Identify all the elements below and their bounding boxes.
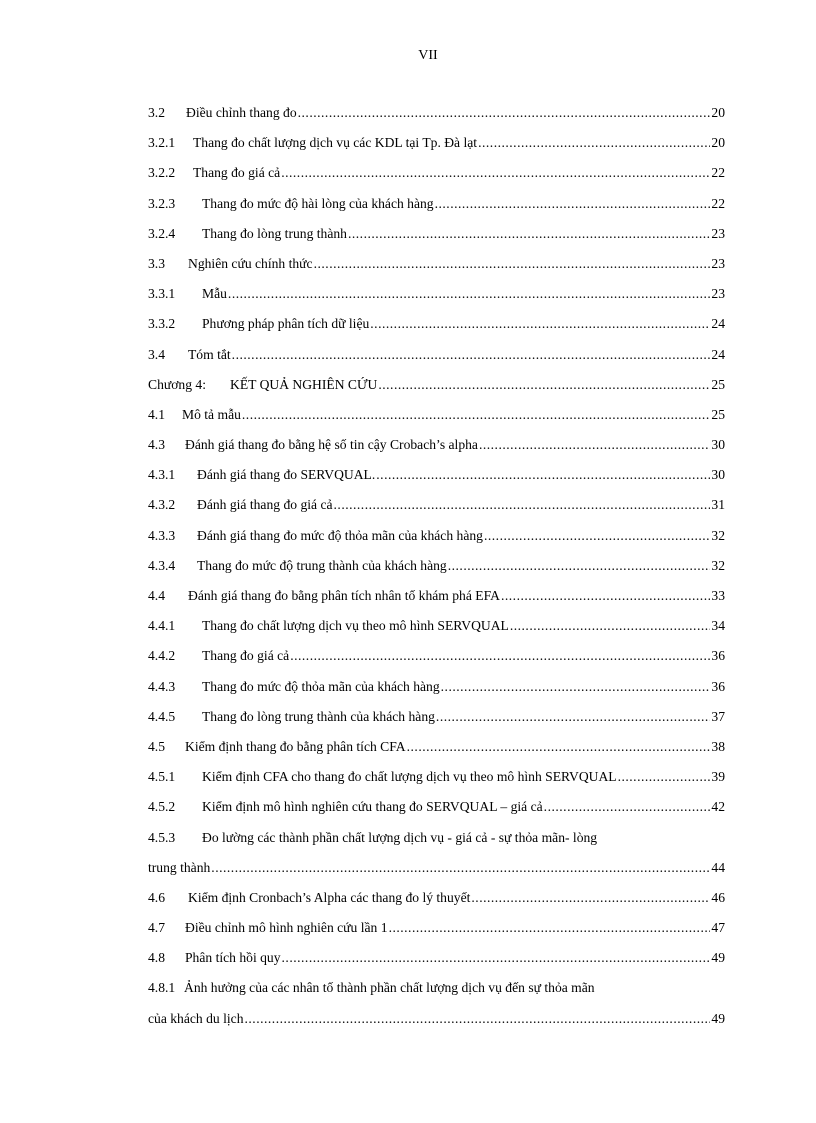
toc-entry-page: 49 xyxy=(711,950,725,966)
toc-entry[interactable] xyxy=(148,286,725,316)
toc-entry-page: 25 xyxy=(711,376,725,392)
toc-entry-title: KẾT QUẢ NGHIÊN CỨU xyxy=(230,376,378,392)
toc-entry-title: Điều chỉnh mô hình nghiên cứu lần 1 xyxy=(185,920,388,936)
dot-leader xyxy=(290,648,710,664)
toc-entry-title-continued: của khách du lịch xyxy=(148,1010,244,1026)
dot-leader xyxy=(618,769,711,785)
dot-leader xyxy=(242,407,711,423)
toc-entry-title: Ảnh hưởng của các nhân tố thành phần chất lượng dịch vụ đến sự thỏa mãn xyxy=(184,980,595,996)
toc-entry-page: 23 xyxy=(711,286,725,302)
toc-entry-page: 47 xyxy=(711,920,725,936)
toc-entry-number: 4.5 xyxy=(148,738,165,754)
toc-entry[interactable] xyxy=(148,437,725,467)
toc-entry-continuation[interactable] xyxy=(148,1011,725,1041)
toc-entry[interactable] xyxy=(148,890,725,920)
dot-leader xyxy=(436,709,710,725)
toc-entry-page: 49 xyxy=(711,1010,725,1026)
toc-entry-title: Thang đo mức độ thỏa mãn của khách hàng xyxy=(202,678,440,694)
toc-entry[interactable] xyxy=(148,980,725,1010)
toc-entry-number: 4.6 xyxy=(148,889,165,905)
toc-entry-title: Đánh giá thang đo bằng hệ số tin cậy Crobach’s alpha xyxy=(185,437,478,453)
toc-entry-number: 3.2 xyxy=(148,105,165,120)
dot-leader xyxy=(471,890,710,906)
toc-entry[interactable] xyxy=(148,407,725,437)
dot-leader xyxy=(484,528,710,544)
toc-entry-page: 30 xyxy=(711,437,725,453)
toc-entry[interactable] xyxy=(148,648,725,678)
toc-entry-title: Thang đo giá cả xyxy=(193,165,281,181)
toc-entry-number: 4.8 xyxy=(148,950,165,966)
toc-entry-number: 3.2.4 xyxy=(148,225,176,241)
toc-entry-number: 3.4 xyxy=(148,346,165,362)
toc-entry-number: 4.5.3 xyxy=(148,829,176,845)
toc-entry-title: Phương pháp phân tích dữ liệu xyxy=(202,316,370,332)
toc-entry-number: 4.1 xyxy=(148,406,165,422)
toc-entry[interactable] xyxy=(148,467,725,497)
toc-entry[interactable] xyxy=(148,709,725,739)
toc-entry-title: Đánh giá thang đo SERVQUAL. xyxy=(197,467,376,483)
toc-entry-title: Thang đo chất lượng dịch vụ các KDL tại Tp. Đà lạt xyxy=(193,135,478,151)
toc-entry-title: Mẫu xyxy=(202,286,227,302)
toc-entry-page: 34 xyxy=(711,618,725,634)
toc-entry-page: 39 xyxy=(711,769,725,785)
dot-leader xyxy=(479,437,710,453)
toc-entry-page: 36 xyxy=(711,678,725,694)
toc-entry-page: 23 xyxy=(711,255,725,271)
dot-leader xyxy=(232,347,711,363)
toc-entry-page: 30 xyxy=(711,467,725,483)
toc-entry-number: 4.5.2 xyxy=(148,799,176,815)
dot-leader xyxy=(298,105,711,121)
toc-entry[interactable] xyxy=(148,769,725,799)
toc-entry-title: Tóm tắt xyxy=(188,346,231,362)
toc-entry-title: Thang đo lòng trung thành xyxy=(202,225,347,241)
toc-entry-page: 23 xyxy=(711,225,725,241)
dot-leader xyxy=(228,286,710,302)
toc-entry-page: 24 xyxy=(711,346,725,362)
dot-leader xyxy=(448,558,711,574)
toc-entry[interactable] xyxy=(148,920,725,950)
toc-entry[interactable] xyxy=(148,226,725,256)
toc-entry-number: 3.2.1 xyxy=(148,135,176,151)
toc-entry-number: 4.4 xyxy=(148,588,165,603)
toc-entry-page: 38 xyxy=(711,738,725,754)
toc-entry-title: Phân tích hồi quy xyxy=(185,950,281,966)
dot-leader xyxy=(501,588,710,604)
toc-entry[interactable] xyxy=(148,256,725,286)
toc-entry[interactable] xyxy=(148,558,725,588)
dot-leader xyxy=(211,860,710,876)
toc-entry-title: Đánh giá thang đo mức độ thỏa mãn của khách hàng xyxy=(197,527,483,543)
toc-entry-number: 3.2.2 xyxy=(148,165,176,181)
toc-entry-number: 3.3.2 xyxy=(148,316,176,332)
toc-entry[interactable] xyxy=(148,105,725,135)
toc-entry[interactable] xyxy=(148,618,725,648)
toc-entry[interactable] xyxy=(148,830,725,860)
dot-leader xyxy=(245,1011,711,1027)
dot-leader xyxy=(510,618,711,634)
toc-entry-page: 32 xyxy=(711,557,725,573)
dot-leader xyxy=(282,950,711,966)
toc-entry-page: 37 xyxy=(711,708,725,724)
toc-entry-title: Kiểm định thang đo bằng phân tích CFA xyxy=(185,738,406,754)
dot-leader xyxy=(348,226,710,242)
toc-entry-page: 36 xyxy=(711,648,725,664)
toc-entry-title: Mô tả mẫu xyxy=(182,406,241,422)
dot-leader xyxy=(407,739,711,755)
toc-entry-title: Thang đo mức độ hài lòng của khách hàng xyxy=(202,195,434,211)
toc-entry[interactable] xyxy=(148,347,725,377)
dot-leader xyxy=(314,256,711,272)
toc-entry-page: 22 xyxy=(711,165,725,181)
toc-entry-number: 4.4.5 xyxy=(148,708,176,724)
dot-leader xyxy=(389,920,711,936)
dot-leader xyxy=(441,679,711,695)
toc-entry-title: Thang đo mức độ trung thành của khách hàng xyxy=(197,557,447,573)
toc-entry-number: 4.3.2 xyxy=(148,497,176,513)
toc-entry[interactable] xyxy=(148,316,725,346)
toc-entry-page: 20 xyxy=(711,105,725,120)
toc-entry[interactable] xyxy=(148,196,725,226)
toc-entry[interactable] xyxy=(148,497,725,527)
page-number: VII xyxy=(418,48,438,63)
toc-entry-title: Nghiên cứu chính thức xyxy=(188,255,313,271)
toc-entry-title: Kiểm định Cronbach’s Alpha các thang đo lý thuyết xyxy=(188,889,471,905)
toc-entry-page: 22 xyxy=(711,195,725,211)
toc-entry-title: Thang đo chất lượng dịch vụ theo mô hình SERVQUAL xyxy=(202,618,509,634)
dot-leader xyxy=(544,799,711,815)
toc-entry[interactable] xyxy=(148,165,725,195)
dot-leader xyxy=(478,135,710,151)
toc-entry-number: 3.3 xyxy=(148,255,165,271)
toc-entry[interactable] xyxy=(148,528,725,558)
toc-entry-page: 25 xyxy=(711,406,725,422)
toc-entry-number: 4.4.3 xyxy=(148,678,176,694)
toc-entry[interactable] xyxy=(148,679,725,709)
toc-entry-continuation[interactable] xyxy=(148,860,725,890)
toc-entry[interactable] xyxy=(148,135,725,165)
toc-entry-number: 3.3.1 xyxy=(148,286,176,302)
toc-entry-number: 3.2.3 xyxy=(148,195,176,211)
toc-entry-number: 4.4.1 xyxy=(148,618,176,634)
toc-entry-number: 4.5.1 xyxy=(148,769,176,785)
toc-entry-number: 4.3.1 xyxy=(148,467,176,483)
toc-entry-number: 4.8.1 xyxy=(148,980,176,996)
toc-entry-number: 4.4.2 xyxy=(148,648,176,664)
toc-entry-number: Chương 4: xyxy=(148,376,206,392)
toc-entry-page: 33 xyxy=(711,588,725,603)
toc-entry-title-continued: trung thành xyxy=(148,859,211,875)
toc-entry[interactable] xyxy=(148,739,725,769)
dot-leader xyxy=(370,316,710,332)
toc-entry-number: 4.7 xyxy=(148,920,165,936)
toc-entry-page: 31 xyxy=(711,497,725,513)
dot-leader xyxy=(334,497,711,513)
toc-entry-title: Thang đo lòng trung thành của khách hàng xyxy=(202,708,435,724)
dot-leader xyxy=(376,467,710,483)
toc-entry-page: 20 xyxy=(711,135,725,151)
toc-entry-page: 32 xyxy=(711,527,725,543)
dot-leader xyxy=(435,196,711,212)
toc-entry-number: 4.3.3 xyxy=(148,527,176,543)
toc-entry-page: 46 xyxy=(711,889,725,905)
toc-entry[interactable] xyxy=(148,950,725,980)
toc-entry-page: 42 xyxy=(711,799,725,815)
toc-entry[interactable] xyxy=(148,588,725,618)
toc-entry-number: 4.3 xyxy=(148,437,165,453)
toc-entry-title: Kiểm định mô hình nghiên cứu thang đo SERVQUAL – giá cả xyxy=(202,799,543,815)
toc-entry-title: Đánh giá thang đo bằng phân tích nhân tố khám phá EFA xyxy=(188,588,500,603)
toc-entry-title: Điều chỉnh thang đo xyxy=(186,105,297,120)
table-of-contents xyxy=(148,105,725,1041)
dot-leader xyxy=(281,165,710,181)
toc-entry[interactable] xyxy=(148,799,725,829)
toc-entry-page: 24 xyxy=(711,316,725,332)
toc-entry-title: Kiểm định CFA cho thang đo chất lượng dịch vụ theo mô hình SERVQUAL xyxy=(202,769,617,785)
dot-leader xyxy=(378,377,710,393)
toc-entry-title: Thang đo giá cả xyxy=(202,648,290,664)
toc-entry-number: 4.3.4 xyxy=(148,557,176,573)
toc-entry-page: 44 xyxy=(711,859,725,875)
toc-entry[interactable] xyxy=(148,377,725,407)
toc-entry-title: Đánh giá thang đo giá cả xyxy=(197,497,333,513)
toc-entry-title: Đo lường các thành phần chất lượng dịch vụ - giá cả - sự thỏa mãn- lòng xyxy=(202,829,598,845)
